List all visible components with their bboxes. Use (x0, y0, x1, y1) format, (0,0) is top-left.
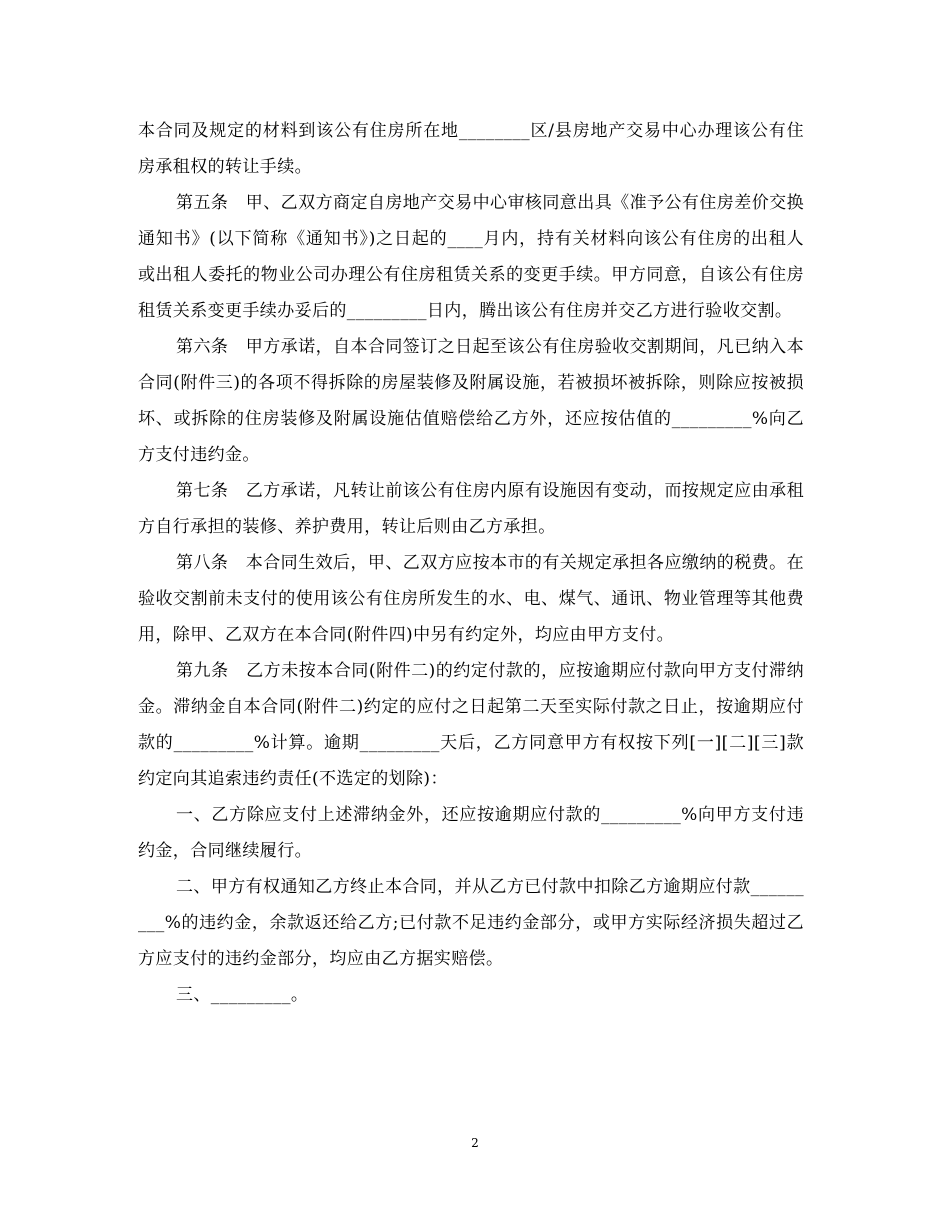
paragraph-clause-2: 二、甲方有权通知乙方终止本合同，并从乙方已付款中扣除乙方逾期应付款_________%的违约金，余款返还给乙方;已付款不足违约金部分，或甲方实际经济损失超过乙方应支付的违约金部分，均应由乙方据实赔偿。 (138, 877, 804, 969)
paragraph-article-7: 第七条 乙方承诺，凡转让前该公有住房内原有设施因有变动，而按规定应由承租方自行承担的装修、养护费用，转让后则由乙方承担。 (138, 481, 804, 537)
paragraph-article-8: 第八条 本合同生效后，甲、乙双方应按本市的有关规定承担各应缴纳的税费。在验收交割前未支付的使用该公有住房所发生的水、电、煤气、通讯、物业管理等其他费用，除甲、乙双方在本合同(附件四)中另有约定外，均应由甲方支付。 (138, 553, 804, 645)
paragraph-clause-1: 一、乙方除应支付上述滞纳金外，还应按逾期应付款的_________%向甲方支付违约金，合同继续履行。 (138, 805, 804, 861)
contract-body (138, 113, 804, 1013)
paragraph-article-6: 第六条 甲方承诺，自本合同签订之日起至该公有住房验收交割期间，凡已纳入本合同(附件三)的各项不得拆除的房屋装修及附属设施，若被损坏被拆除，则除应按被损坏、或拆除的住房装修及附属设施估值赔偿给乙方外，还应按估值的_________%向乙方支付违约金。 (138, 337, 804, 465)
paragraph-article-5: 第五条 甲、乙双方商定自房地产交易中心审核同意出具《准予公有住房差价交换通知书》(以下简称《通知书》)之日起的____月内，持有关材料向该公有住房的出租人或出租人委托的物业公司办理公有住房租赁关系的变更手续。甲方同意，自该公有住房租赁关系变更手续办妥后的_________日内，腾出该公有住房并交乙方进行验收交割。 (138, 193, 804, 321)
page-number: 2 (471, 1136, 479, 1150)
paragraph-transfer-procedure: 本合同及规定的材料到该公有住房所在地________区/县房地产交易中心办理该公有住房承租权的转让手续。 (138, 121, 804, 177)
paragraph-clause-3: 三、_________。 (176, 985, 309, 1005)
paragraph-article-9: 第九条 乙方未按本合同(附件二)的约定付款的，应按逾期应付款向甲方支付滞纳金。滞纳金自本合同(附件二)约定的应付之日起第二天至实际付款之日止，按逾期应付款的_________%计算。逾期_________天后，乙方同意甲方有权按下列[一][二][三]款约定向其追索违约责任(不选定的划除)： (138, 661, 804, 789)
